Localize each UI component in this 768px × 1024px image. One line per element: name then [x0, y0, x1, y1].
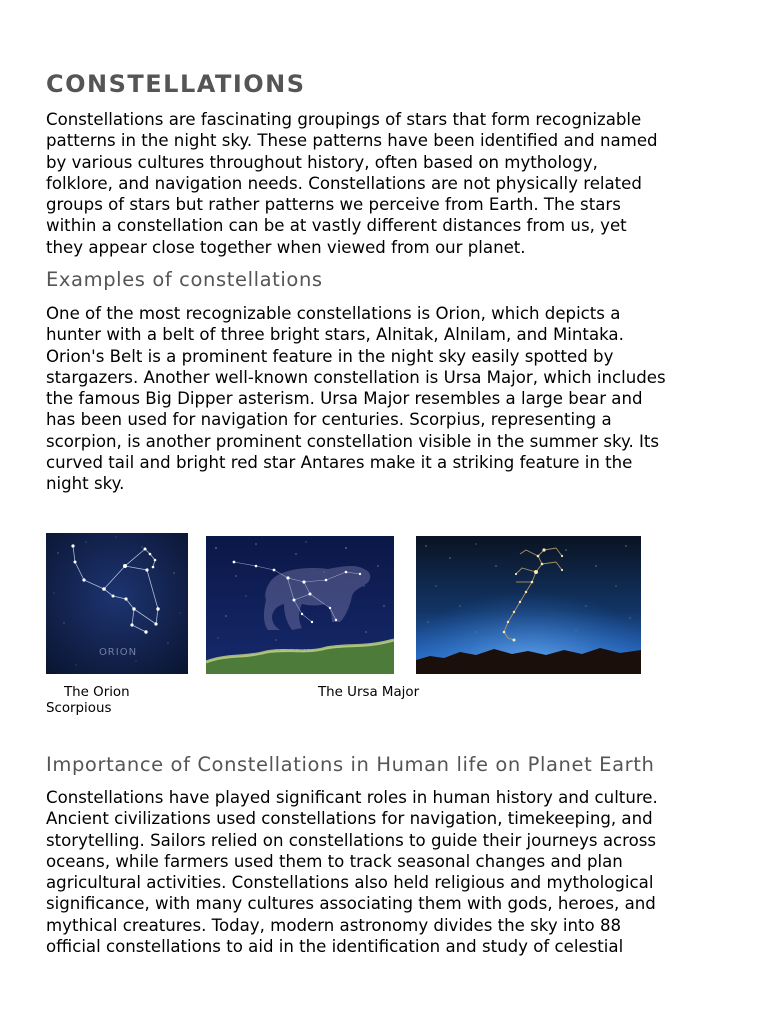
text-line: within a constellation can be at vastly different distances from us, yet — [46, 216, 627, 236]
text-line: Orion's Belt is a prominent feature in the night sky easily spotted by — [46, 346, 614, 366]
orion-image — [46, 533, 188, 674]
text-line: significance, with many cultures associating them with gods, heroes, and — [46, 894, 656, 914]
orion-image-label: ORION — [98, 647, 138, 658]
page-title: CONSTELLATIONS — [46, 70, 306, 98]
text-line: by various cultures throughout history, often based on mythology, — [46, 152, 598, 172]
text-line: agricultural activities. Constellations also held religious and mythological — [46, 873, 654, 893]
text-line: stargazers. Another well-known constellation is Ursa Major, which includes — [46, 367, 666, 387]
ursa-major-caption: The Ursa Major — [318, 685, 420, 700]
text-line: night sky. — [46, 474, 125, 494]
text-line: hunter with a belt of three bright stars, Alnitak, Alnilam, and Mintaka. — [46, 325, 624, 345]
text-line: Constellations are fascinating groupings of stars that form recognizable — [46, 110, 642, 129]
text-line: has been used for navigation for centuries. Scorpius, representing a — [46, 410, 612, 430]
text-line: curved tail and bright red star Antares make it a striking feature in the — [46, 453, 633, 473]
text-line: groups of stars but rather patterns we perceive from Earth. The stars — [46, 195, 621, 215]
orion-caption: The Orion — [64, 685, 130, 700]
text-line: patterns in the night sky. These patterns have been identified and named — [46, 131, 658, 151]
importance-paragraph — [46, 787, 726, 957]
scorpius-caption: Scorpious — [46, 701, 112, 716]
text-line: folklore, and navigation needs. Constellations are not physically related — [46, 173, 642, 193]
text-line: storytelling. Sailors relied on constellations to guide their journeys across — [46, 830, 657, 850]
text-line: mythical creatures. Today, modern astronomy divides the sky into 88 — [46, 915, 622, 935]
text-line: Constellations have played significant roles in human history and culture. — [46, 788, 658, 807]
intro-paragraph — [46, 109, 726, 258]
text-line: One of the most recognizable constellations is Orion, which depicts a — [46, 304, 621, 323]
examples-heading: Examples of constellations — [46, 268, 323, 291]
importance-heading: Importance of Constellations in Human life on Planet Earth — [46, 753, 655, 776]
text-line: official constellations to aid in the identification and study of celestial — [46, 937, 624, 957]
text-line: Ancient civilizations used constellations for navigation, timekeeping, and — [46, 809, 653, 829]
text-line: they appear close together when viewed from our planet. — [46, 237, 526, 257]
text-line: oceans, while farmers used them to track seasonal changes and plan — [46, 851, 623, 871]
text-line: scorpion, is another prominent constellation visible in the summer sky. Its — [46, 431, 660, 451]
ursa-major-image — [206, 536, 394, 674]
scorpius-image — [416, 536, 641, 674]
text-line: the famous Big Dipper asterism. Ursa Major resembles a large bear and — [46, 389, 643, 409]
examples-paragraph — [46, 303, 726, 495]
